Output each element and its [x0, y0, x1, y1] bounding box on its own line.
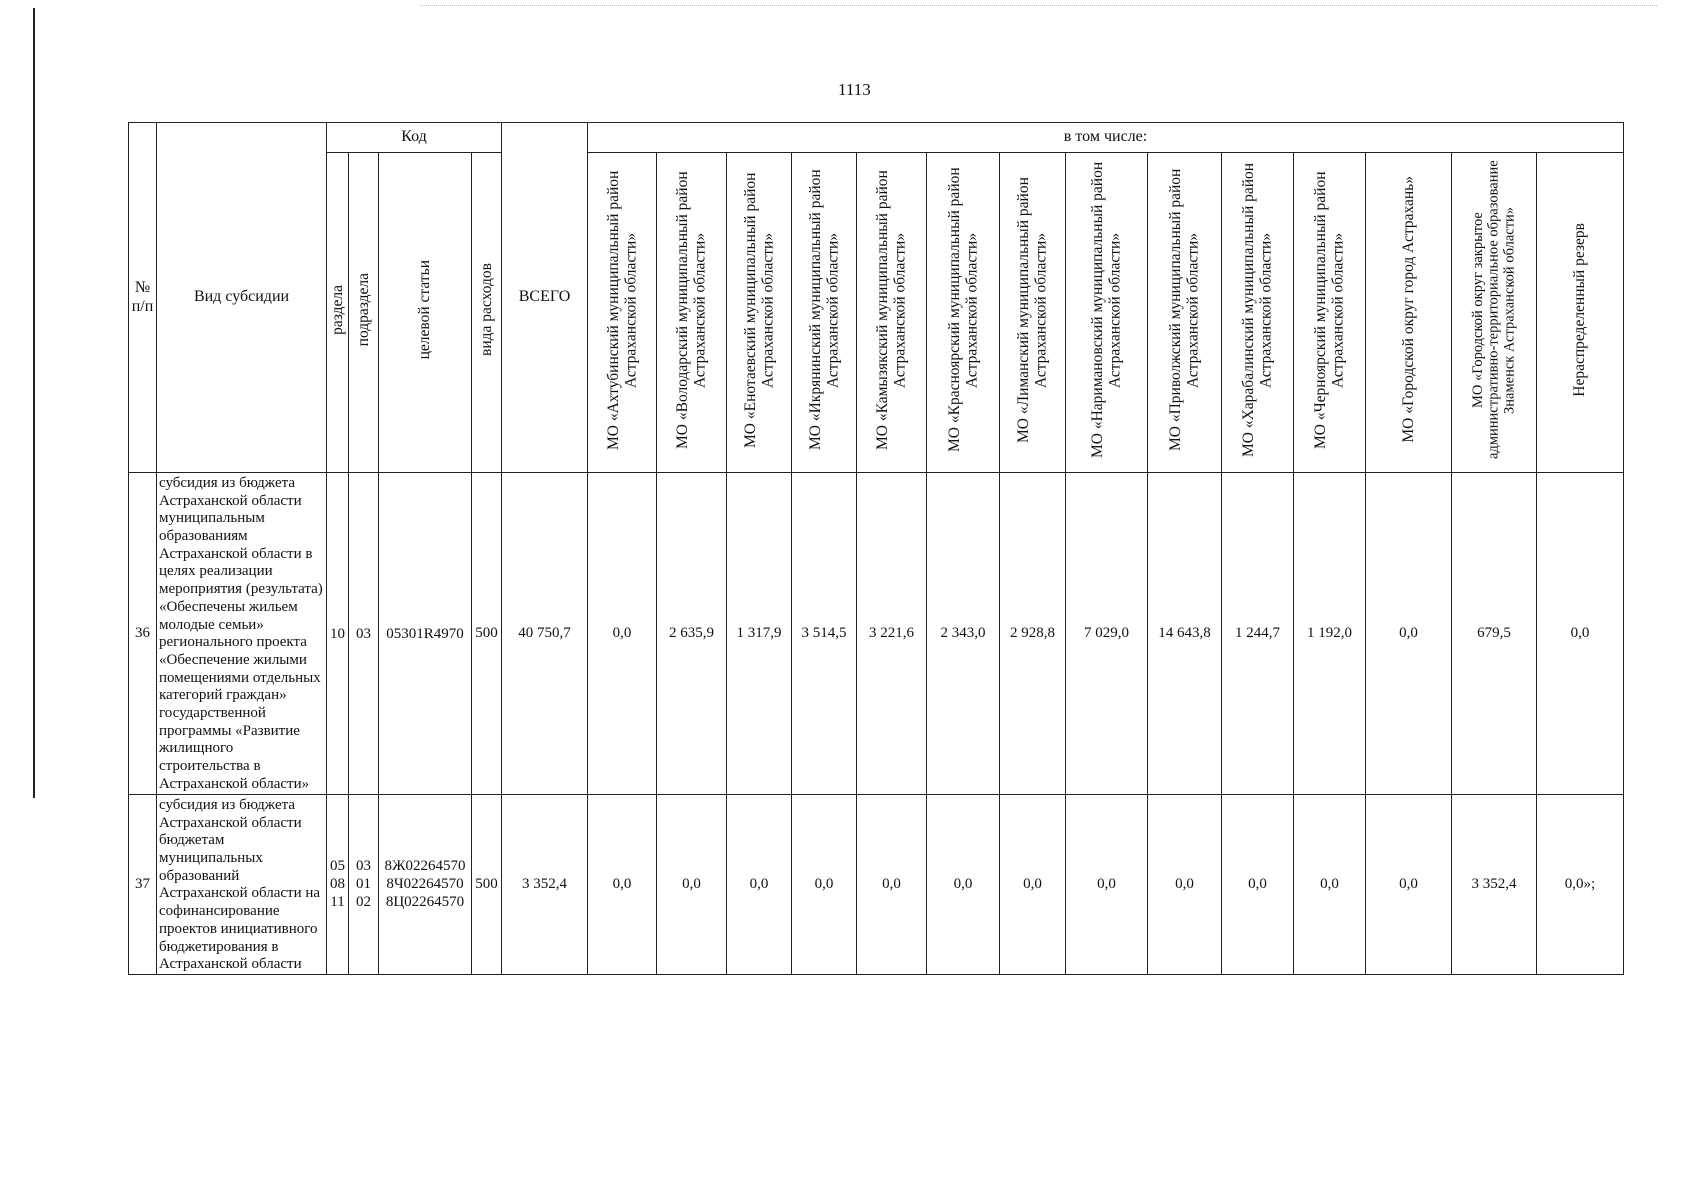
- row-36-target: 05301R4970: [379, 473, 472, 795]
- header-municipality: МО «Городской округ закрытое административно-территориальное образование Знаменск Астраханской области»: [1452, 153, 1537, 473]
- value-cell: 2 928,8: [1000, 473, 1066, 795]
- value-cell: 2 343,0: [927, 473, 1000, 795]
- header-municipality: МО «Ахтубинский муниципальный район Астраханской области»: [588, 153, 657, 473]
- header-code-section: раздела: [327, 153, 349, 473]
- header-municipality: МО «Камызякский муниципальный район Астраханской области»: [857, 153, 927, 473]
- value-cell: 0,0: [927, 795, 1000, 975]
- value-cell: 0,0: [588, 795, 657, 975]
- value-cell: 3 352,4: [1452, 795, 1537, 975]
- row-37-subsection: 03 01 02: [349, 795, 379, 975]
- header-code-expense: вида расходов: [472, 153, 502, 473]
- value-cell: 0,0: [657, 795, 727, 975]
- value-cell: 7 029,0: [1066, 473, 1148, 795]
- value-cell: 1 192,0: [1294, 473, 1366, 795]
- row-36-subsection: 03: [349, 473, 379, 795]
- value-cell: 0,0: [857, 795, 927, 975]
- row-37-target: 8Ж02264570 8Ч02264570 8Ц02264570: [379, 795, 472, 975]
- header-num: № п/п: [129, 123, 157, 473]
- header-total: ВСЕГО: [502, 123, 588, 473]
- header-municipality: МО «Приволжский муниципальный район Астраханской области»: [1148, 153, 1222, 473]
- value-cell: 0,0: [1000, 795, 1066, 975]
- row-37-expense: 500: [472, 795, 502, 975]
- header-subsidy-type: Вид субсидии: [157, 123, 327, 473]
- header-municipality: Нераспределенный резерв: [1537, 153, 1624, 473]
- value-cell: 14 643,8: [1148, 473, 1222, 795]
- row-36-section: 10: [327, 473, 349, 795]
- page-margin-line: [33, 8, 35, 798]
- value-cell: 0,0»;: [1537, 795, 1624, 975]
- scan-edge-dots: [420, 5, 1657, 6]
- value-cell: 0,0: [1066, 795, 1148, 975]
- value-cell: 0,0: [1148, 795, 1222, 975]
- header-municipality: МО «Енотаевский муниципальный район Астраханской области»: [727, 153, 792, 473]
- header-code-subsection: подраздела: [349, 153, 379, 473]
- row-37-total: 3 352,4: [502, 795, 588, 975]
- row-36-description: субсидия из бюджета Астраханской области муниципальным образованиям Астраханской области в целях реализации мероприятия (результата) «Обеспечены жильем молодые семьи» регионального проекта «Обеспечение жилыми помещениями отдельных категорий граждан» государственной программы «Развитие жилищного строительства в Астраханской области»: [157, 473, 327, 795]
- value-cell: 1 244,7: [1222, 473, 1294, 795]
- value-cell: 0,0: [1366, 795, 1452, 975]
- value-cell: 679,5: [1452, 473, 1537, 795]
- row-36-num: 36: [129, 473, 157, 795]
- header-code: Код: [327, 123, 502, 153]
- header-municipality: МО «Икрянинский муниципальный район Астраханской области»: [792, 153, 857, 473]
- value-cell: 0,0: [792, 795, 857, 975]
- value-cell: 1 317,9: [727, 473, 792, 795]
- header-including: в том числе:: [588, 123, 1624, 153]
- row-36-expense: 500: [472, 473, 502, 795]
- header-municipality: МО «Харабалинский муниципальный район Астраханской области»: [1222, 153, 1294, 473]
- value-cell: 0,0: [1222, 795, 1294, 975]
- header-municipality: МО «Наримановский муниципальный район Астраханской области»: [1066, 153, 1148, 473]
- value-cell: 3 221,6: [857, 473, 927, 795]
- value-cell: 0,0: [1537, 473, 1624, 795]
- row-37-section: 05 08 11: [327, 795, 349, 975]
- header-code-target: целевой статьи: [379, 153, 472, 473]
- page-number: 1113: [838, 80, 871, 99]
- header-municipality: МО «Володарский муниципальный район Астраханской области»: [657, 153, 727, 473]
- value-cell: 3 514,5: [792, 473, 857, 795]
- row-37-description: субсидия из бюджета Астраханской области бюджетам муниципальных образований Астраханской области на софинансирование проектов инициативного бюджетирования в Астраханской области: [157, 795, 327, 975]
- value-cell: 2 635,9: [657, 473, 727, 795]
- value-cell: 0,0: [588, 473, 657, 795]
- value-cell: 0,0: [727, 795, 792, 975]
- header-municipality: МО «Лиманский муниципальный район Астраханской области»: [1000, 153, 1066, 473]
- value-cell: 0,0: [1366, 473, 1452, 795]
- header-municipality: МО «Красноярский муниципальный район Астраханской области»: [927, 153, 1000, 473]
- row-37-num: 37: [129, 795, 157, 975]
- header-municipality: МО «Черноярский муниципальный район Астраханской области»: [1294, 153, 1366, 473]
- header-municipality: МО «Городской округ город Астрахань»: [1366, 153, 1452, 473]
- subsidy-table: [128, 122, 1624, 975]
- value-cell: 0,0: [1294, 795, 1366, 975]
- row-36-total: 40 750,7: [502, 473, 588, 795]
